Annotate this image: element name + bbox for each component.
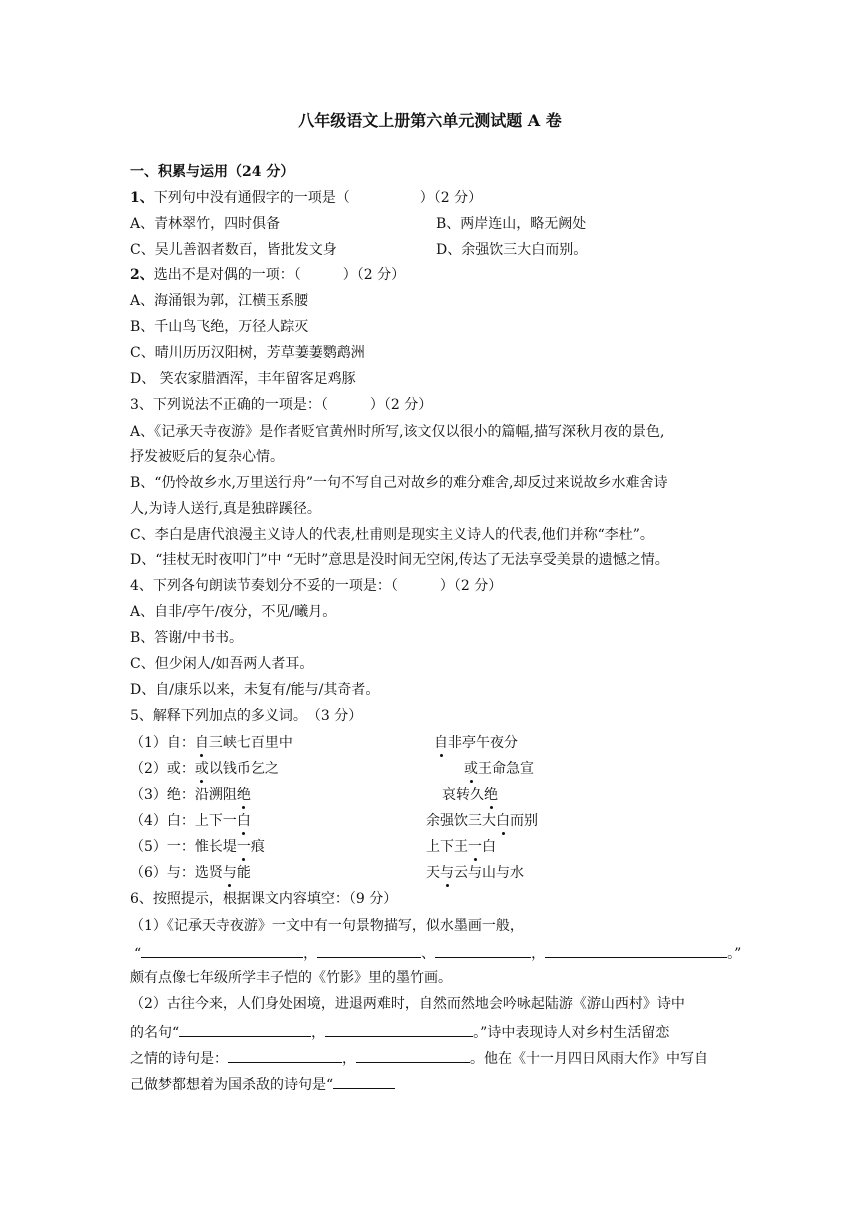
q5-row-4-left: （4）白：上下一白 (130, 813, 251, 829)
question-text: 下列句中没有通假字的一项是（ ）（2 分） (153, 190, 483, 206)
q5-row-4-right: 余强饮三大白而别 (426, 813, 538, 829)
q2-option-b: B、千山鸟飞绝，万径人踪灭 (130, 319, 309, 335)
q4-option-b: B、答谢/中书书。 (130, 630, 244, 646)
section-heading: 一、积累与运用（24 分） (130, 164, 295, 180)
answer-blank[interactable] (141, 943, 303, 958)
q3-option-a-line2: 抒发被贬后的复杂心情。 (130, 449, 284, 465)
answer-blank[interactable] (356, 1048, 470, 1063)
answer-blank[interactable] (228, 1048, 342, 1063)
q1-option-d: D、余强饮三大白而别。 (436, 242, 588, 258)
answer-blank[interactable] (317, 943, 421, 958)
emphasis-dot-char: 一 (236, 839, 251, 855)
emphasis-dot-char: 绝 (484, 787, 498, 803)
answer-blank[interactable] (333, 1074, 395, 1089)
emphasis-dot-char: 或 (194, 761, 209, 777)
emphasis-dot-char: 白 (496, 813, 510, 829)
question-3-stem: 3、下列说法不正确的一项是：（ ）（2 分） (130, 397, 433, 413)
q5-row-5-left: （5）一：惟长堤一痕 (130, 839, 265, 855)
answer-blank[interactable] (325, 1022, 473, 1037)
q5-row-6-right: 天与云与山与水 (426, 865, 524, 881)
q3-option-a-line1: A、《记承天寺夜游》是作者贬官黄州时所写,该文仅以很小的篇幅,描写深秋月夜的景色, (130, 424, 665, 440)
emphasis-dot-char: 绝 (236, 787, 251, 803)
q5-row-6-left: （6）与：选贤与能 (130, 865, 251, 881)
q1-option-c: C、吴儿善泅者数百，皆批发文身 (130, 242, 337, 258)
page-title: 八年级语文上册第六单元测试题 A 卷 (298, 111, 562, 130)
q6-part2-line4: 己做梦都想着为国杀敌的诗句是“ (130, 1074, 395, 1094)
q6-part1-blanks: “ ， 、 ， 。” (134, 943, 741, 963)
q5-row-2-right: 或王命急宣 (464, 761, 534, 777)
q5-row-2-left: （2）或：或以钱币乞之 (130, 761, 279, 777)
q3-option-d: D、“挂杖无时夜叩门”中 “无时”意思是没时间无空闲,传达了无法享受美景的遗憾之情。 (130, 552, 669, 568)
emphasis-dot-char: 或 (464, 761, 478, 777)
emphasis-dot-char: 白 (236, 813, 251, 829)
q4-option-a: A、自非/亭午/夜分，不见/曦月。 (130, 604, 337, 620)
question-4-stem: 4、下列各句朗读节奏划分不妥的一项是：（ ）（2 分） (130, 578, 503, 594)
q5-row-5-right: 上下王一白 (426, 839, 496, 855)
q6-part2-line1: （2）古往今来，人们身处困境，进退两难时，自然而然地会吟咏起陆游《游山西村》诗中 (130, 996, 685, 1012)
question-number: 2、 (130, 267, 154, 283)
emphasis-dot-char: 自 (434, 735, 448, 751)
q5-row-3-right: 哀转久绝 (442, 787, 498, 803)
q6-part2-line3: 之情的诗句是： ， 。他在《十一月四日风雨大作》中写自 (130, 1048, 708, 1068)
q4-option-c: C、但少闲人/如吾两人者耳。 (130, 656, 314, 672)
emphasis-dot-char: 自 (194, 735, 209, 751)
question-1-stem (130, 189, 482, 207)
question-text: 选出不是对偶的一项：（ ）（2 分） (153, 267, 406, 283)
q6-part2-line2: 的名句“ ， 。”诗中表现诗人对乡村生活留恋 (130, 1022, 669, 1042)
q5-row-3-left: （3）绝：沿溯阻绝 (130, 787, 251, 803)
question-5-stem: 5、解释下列加点的多义词。 （3 分） (130, 708, 363, 724)
question-2-stem (130, 266, 405, 284)
answer-blank[interactable] (545, 943, 727, 958)
q3-option-c: C、李白是唐代浪漫主义诗人的代表,杜甫则是现实主义诗人的代表,他们并称“李杜”。 (130, 527, 654, 543)
q1-option-b: B、两岸连山，略无阙处 (436, 216, 587, 232)
q3-option-b-line2: 人,为诗人送行,真是独辟蹊径。 (130, 501, 321, 517)
q2-option-d: D、 笑农家腊酒浑，丰年留客足鸡豚 (130, 371, 356, 387)
q6-part1-line1: （1）《记承天寺夜游》一文中有一句景物描写，似水墨画一般， (130, 918, 524, 934)
emphasis-dot-char: 一 (468, 839, 482, 855)
question-6-stem: 6、按照提示，根据课文内容填空：（9 分） (130, 891, 398, 907)
q2-option-c: C、晴川历历汉阳树，芳草萋萋鹦鹉洲 (130, 345, 365, 361)
question-number: 1、 (130, 190, 154, 206)
answer-blank[interactable] (179, 1022, 311, 1037)
q6-part1-line3: 颇有点像七年级所学丰子恺的《竹影》里的墨竹画。 (130, 970, 452, 986)
emphasis-dot-char: 与 (440, 865, 454, 881)
q4-option-d: D、自/康乐以来，未复有/能与/其奇者。 (130, 682, 380, 698)
q2-option-a: A、海涌银为郭，江横玉系腰 (130, 293, 309, 309)
q5-row-1-right: 自非亭午夜分 (434, 735, 518, 751)
emphasis-dot-char: 与 (222, 865, 237, 881)
q1-option-a: A、青林翠竹，四时俱备 (130, 216, 281, 232)
q3-option-b-line1: B、“仍怜故乡水,万里送行舟”一句不写自己对故乡的难分难舍,却反过来说故乡水难舍诗 (130, 475, 668, 491)
q5-row-1-left: （1）自：自三峡七百里中 (130, 735, 293, 751)
answer-blank[interactable] (435, 943, 531, 958)
